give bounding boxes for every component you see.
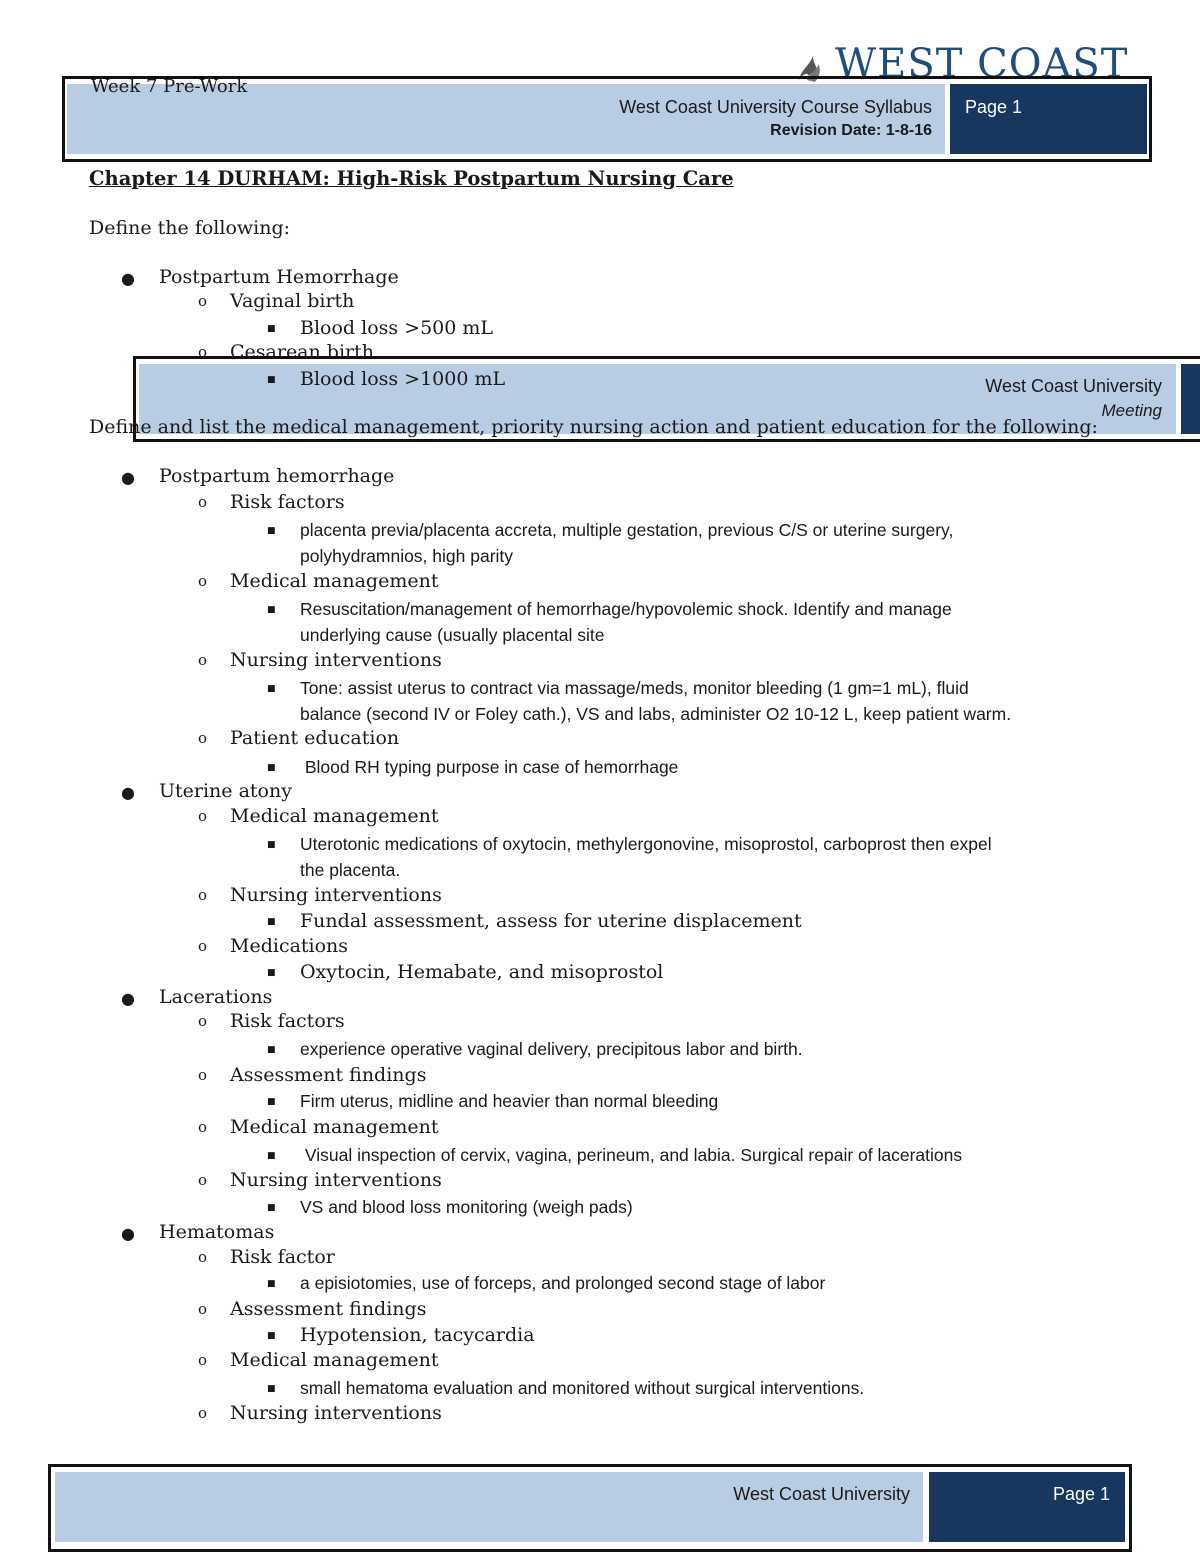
circle-bullet-icon: o: [198, 886, 208, 904]
list-item: Firm uterus, midline and heavier than normal bleeding: [300, 1091, 719, 1111]
header-page-block: [950, 84, 1147, 154]
overlay-header-university: West Coast University: [985, 376, 1162, 396]
footer-page-number: Page 1: [1053, 1484, 1111, 1504]
list-item: Visual inspection of cervix, vagina, perineum, and labia. Surgical repair of lacerations: [300, 1145, 963, 1165]
list-item-continuation: the placenta.: [300, 860, 401, 880]
square-bullet-icon: ■: [267, 1151, 276, 1161]
square-bullet-icon: ■: [267, 840, 276, 850]
circle-bullet-icon: o: [198, 1171, 208, 1189]
list-item-continuation: balance (second IV or Foley cath.), VS and labs, administer O2 10-12 L, keep patient warm.: [300, 704, 1012, 724]
square-bullet-icon: ■: [267, 968, 276, 978]
list-item: Postpartum Hemorrhage: [159, 266, 399, 288]
square-bullet-icon: ■: [267, 375, 276, 385]
square-bullet-icon: ■: [267, 1279, 276, 1289]
list-item: Cesarean birth: [230, 341, 374, 363]
square-bullet-icon: ■: [267, 1384, 276, 1394]
list-item: Blood loss >500 mL: [300, 317, 494, 339]
list-item: Fundal assessment, assess for uterine displacement: [300, 910, 802, 932]
circle-bullet-icon: o: [198, 1351, 208, 1369]
list-item: Nursing interventions: [230, 884, 442, 906]
circle-bullet-icon: o: [198, 1012, 208, 1030]
circle-bullet-icon: o: [198, 937, 208, 955]
list-item: Risk factors: [230, 1010, 345, 1032]
circle-bullet-icon: o: [198, 651, 208, 669]
list-item: Medical management: [230, 1349, 439, 1371]
list-item: Postpartum hemorrhage: [159, 465, 395, 487]
circle-bullet-icon: o: [198, 572, 208, 590]
define-prompt: Define the following:: [89, 217, 291, 239]
list-item: small hematoma evaluation and monitored without surgical interventions.: [300, 1378, 865, 1398]
bullet-icon: ●: [121, 1224, 135, 1243]
overlay-header-page-block: [1181, 364, 1200, 434]
circle-bullet-icon: o: [198, 493, 208, 511]
circle-bullet-icon: o: [198, 1118, 208, 1136]
square-bullet-icon: ■: [267, 1203, 276, 1213]
footer-page-block: [929, 1472, 1125, 1542]
list-item: Vaginal birth: [230, 290, 355, 312]
list-item: VS and blood loss monitoring (weigh pads): [300, 1197, 633, 1217]
list-item: Medical management: [230, 805, 439, 827]
list-item: Risk factor: [230, 1246, 335, 1268]
list-item: Nursing interventions: [230, 649, 442, 671]
list-item: Uterine atony: [159, 780, 292, 802]
list-item: Hypotension, tacycardia: [300, 1324, 535, 1346]
square-bullet-icon: ■: [267, 763, 276, 773]
circle-bullet-icon: o: [198, 292, 208, 310]
circle-bullet-icon: o: [198, 807, 208, 825]
header-week-label: Week 7 Pre-Work: [91, 76, 248, 97]
list-item: Medical management: [230, 570, 439, 592]
footer-university: West Coast University: [733, 1484, 910, 1504]
list-item: Tone: assist uterus to contract via massage/meds, monitor bleeding (1 gm=1 mL), fluid: [300, 678, 969, 698]
header-revision-date: Revision Date: 1-8-16: [770, 122, 932, 139]
list-prompt: Define and list the medical management, priority nursing action and patient education for the following:: [89, 416, 1098, 438]
bullet-icon: ●: [121, 989, 135, 1008]
list-item: Lacerations: [159, 986, 273, 1008]
list-item-continuation: underlying cause (usually placental site: [300, 625, 605, 645]
circle-bullet-icon: o: [198, 1300, 208, 1318]
bullet-icon: ●: [121, 468, 135, 487]
bullet-icon: ●: [121, 783, 135, 802]
list-item: Assessment findings: [230, 1298, 427, 1320]
list-item: Medications: [230, 935, 349, 957]
list-item: Uterotonic medications of oxytocin, methylergonovine, misoprostol, carboprost then expel: [300, 834, 992, 854]
bullet-icon: ●: [121, 269, 135, 288]
list-item: Resuscitation/management of hemorrhage/hypovolemic shock. Identify and manage: [300, 599, 952, 619]
footer-band: [55, 1472, 923, 1542]
list-item: Blood RH typing purpose in case of hemorrhage: [300, 757, 679, 777]
circle-bullet-icon: o: [198, 1248, 208, 1266]
list-item: Blood loss >1000 mL: [300, 368, 506, 390]
list-item: Medical management: [230, 1116, 439, 1138]
list-item: Patient education: [230, 727, 400, 749]
list-item-continuation: polyhydramnios, high parity: [300, 546, 514, 566]
logo-text: WEST COAST: [835, 41, 1129, 84]
square-bullet-icon: ■: [267, 917, 276, 927]
square-bullet-icon: ■: [267, 1045, 276, 1055]
square-bullet-icon: ■: [267, 1331, 276, 1341]
chapter-title: Chapter 14 DURHAM: High-Risk Postpartum Nursing Care: [89, 167, 734, 190]
header-syllabus-title: West Coast University Course Syllabus: [619, 97, 932, 117]
square-bullet-icon: ■: [267, 684, 276, 694]
square-bullet-icon: ■: [267, 324, 276, 334]
list-item: Nursing interventions: [230, 1169, 442, 1191]
list-item: Assessment findings: [230, 1064, 427, 1086]
list-item: Risk factors: [230, 491, 345, 513]
square-bullet-icon: ■: [267, 605, 276, 615]
circle-bullet-icon: o: [198, 729, 208, 747]
list-item: experience operative vaginal delivery, precipitous labor and birth.: [300, 1039, 803, 1059]
overlay-header-meeting: Meeting: [1101, 401, 1162, 420]
circle-bullet-icon: o: [198, 1066, 208, 1084]
list-item: Oxytocin, Hemabate, and misoprostol: [300, 961, 664, 983]
list-item: a episiotomies, use of forceps, and prolonged second stage of labor: [300, 1273, 826, 1293]
square-bullet-icon: ■: [267, 1097, 276, 1107]
list-item: Nursing interventions: [230, 1402, 442, 1424]
header-page-number: Page 1: [965, 97, 1023, 117]
list-item: Hematomas: [159, 1221, 275, 1243]
list-item: placenta previa/placenta accreta, multiple gestation, previous C/S or uterine surgery,: [300, 520, 954, 540]
circle-bullet-icon: o: [198, 1404, 208, 1422]
circle-bullet-icon: o: [198, 343, 208, 361]
square-bullet-icon: ■: [267, 526, 276, 536]
